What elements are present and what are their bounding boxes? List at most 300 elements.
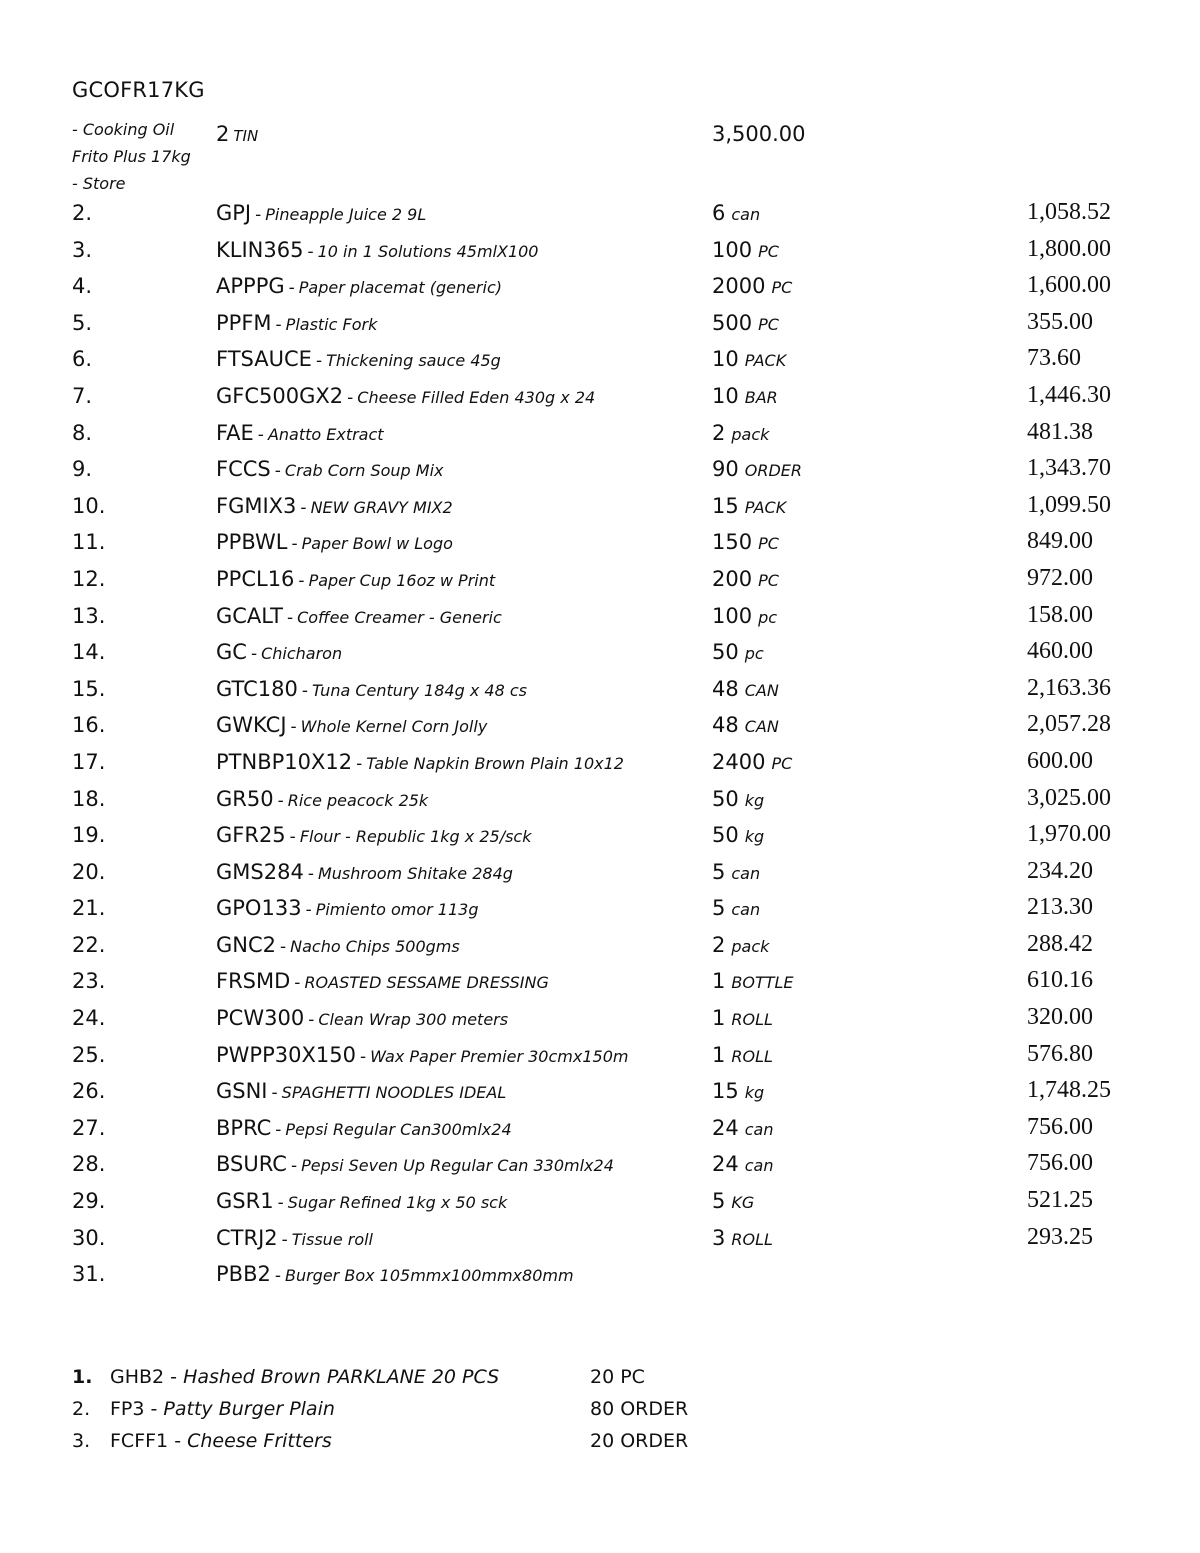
item-code-cell [216,347,501,371]
item-description: 10 in 1 Solutions 45mlX100 [317,241,539,261]
item-amount: 320.00 [1027,1004,1093,1031]
item-code: BPRC [216,1115,272,1140]
item-description: Whole Kernel Corn Jolly [300,717,488,737]
item-code: PPBWL [216,530,288,555]
item-code-cell [216,1226,373,1250]
item-number: 19. [72,823,106,848]
item-code-cell [216,311,377,335]
item-quantity-cell [712,713,779,737]
item-quantity: 50 [712,640,739,665]
list-item [72,818,1200,855]
list-item [72,782,1200,819]
item-amount: 158.00 [1027,601,1093,628]
item-quantity-cell [712,238,779,262]
list-item [72,196,1200,233]
item-number: 5. [72,310,93,335]
list-item [72,306,1200,343]
item-description: Nacho Chips 500gms [290,936,460,956]
sub-item-separator: - [144,1398,164,1420]
list-item [72,745,1200,782]
item-code: PBB2 [216,1262,271,1287]
sub-item-separator: - [164,1366,184,1388]
item-code-cell [216,530,453,554]
item-description: Chicharon [261,644,343,664]
header-item-code: GCOFR17KG [72,78,205,102]
item-description: Flour - Republic 1kg x 25/sck [299,827,532,847]
item-separator: - [281,1229,288,1250]
item-separator: - [275,1119,282,1140]
item-separator: - [347,387,354,408]
item-quantity: 2 [712,932,726,957]
sub-item-code-cell [110,1398,335,1420]
item-separator: - [294,973,301,994]
item-code: CTRJ2 [216,1225,278,1250]
item-quantity: 5 [712,859,726,884]
item-separator: - [274,1266,281,1287]
item-amount: 849.00 [1027,528,1093,555]
list-item [72,1111,1200,1148]
item-separator: - [288,278,295,299]
first-item-row [72,116,1200,196]
item-quantity: 6 [712,201,726,225]
first-item-desc-line: Frito Plus 17kg [72,147,191,166]
item-number: 15. [72,676,106,701]
item-quantity: 24 [712,1115,739,1140]
item-quantity-cell [712,457,802,481]
item-unit: can [744,1119,774,1139]
item-separator: - [286,607,294,628]
item-separator: - [274,461,281,482]
item-number: 3. [72,237,93,262]
item-code: GFR25 [216,823,286,848]
item-unit: PC [758,570,779,590]
item-separator: - [291,534,298,555]
item-separator: - [277,1193,284,1214]
item-quantity-cell [712,823,764,847]
first-item-qty-value: 2 [216,122,230,146]
item-amount: 1,343.70 [1027,455,1111,482]
sub-item-code: GHB2 [110,1366,165,1388]
item-amount: 521.25 [1027,1187,1093,1214]
item-code-cell [216,860,513,884]
item-description: Clean Wrap 300 meters [318,1010,509,1030]
item-quantity: 2000 [712,274,766,299]
item-unit: PC [758,241,779,261]
first-item-description [72,116,212,197]
item-number: 9. [72,457,93,482]
item-number: 24. [72,1006,106,1031]
item-amount: 1,748.25 [1027,1077,1111,1104]
item-description: Tissue roll [291,1229,373,1249]
first-item-unit: TIN [233,127,259,145]
item-amount: 1,058.52 [1027,199,1111,225]
item-description: Wax Paper Premier 30cmx150m [370,1046,629,1066]
list-item [72,928,1200,965]
item-description: Paper Cup 16oz w Print [308,570,496,590]
item-quantity-cell [712,1116,773,1140]
item-unit: can [744,1156,774,1176]
sub-list-item [72,1362,1200,1394]
item-number: 25. [72,1042,106,1067]
item-amount: 288.42 [1027,930,1093,957]
item-quantity: 15 [712,1079,739,1104]
list-item [72,708,1200,745]
item-list [72,196,1200,1294]
item-quantity-cell [712,1043,773,1067]
item-quantity-cell [712,384,778,408]
item-quantity-cell [712,640,764,664]
sub-item-separator: - [168,1430,188,1452]
list-item [72,1074,1200,1111]
item-code-cell [216,457,444,481]
item-unit: ORDER [744,461,802,481]
item-number: 26. [72,1079,106,1104]
item-quantity: 48 [712,713,739,738]
item-separator: - [277,790,284,811]
list-item [72,1001,1200,1038]
item-quantity: 150 [712,530,753,555]
item-unit: PACK [744,497,787,517]
item-separator: - [300,497,307,518]
item-quantity-cell [712,1006,773,1030]
item-separator: - [356,753,363,774]
item-separator: - [307,241,314,262]
item-quantity: 1 [712,969,726,994]
item-separator: - [250,644,258,665]
sub-item-quantity: 20 ORDER [590,1430,689,1452]
item-code-cell [216,1079,506,1103]
item-number: 2. [72,201,93,225]
list-item [72,855,1200,892]
item-quantity: 500 [712,310,753,335]
item-separator: - [307,863,314,884]
item-quantity-cell [712,969,794,993]
item-number: 20. [72,859,106,884]
item-quantity-cell [712,1262,718,1286]
item-quantity-cell [712,677,779,701]
item-description: Tuna Century 184g x 48 cs [312,680,527,700]
item-code: BSURC [216,1152,287,1177]
item-unit: PACK [744,351,787,371]
item-unit: kg [744,827,765,847]
item-code: GTC180 [216,676,298,701]
item-amount: 756.00 [1027,1150,1093,1177]
item-number: 18. [72,786,106,811]
item-amount: 2,057.28 [1027,711,1111,738]
item-unit: CAN [744,680,779,700]
item-number: 28. [72,1152,106,1177]
item-amount: 355.00 [1027,308,1093,335]
item-number: 4. [72,274,93,299]
item-quantity-cell [712,1226,773,1250]
list-item [72,964,1200,1001]
item-description: Mushroom Shitake 284g [317,863,513,883]
item-amount: 481.38 [1027,418,1093,445]
sub-item-description: Hashed Brown PARKLANE 20 PCS [183,1366,500,1388]
item-number: 21. [72,896,106,921]
item-quantity: 48 [712,676,739,701]
item-code-cell [216,201,426,225]
sub-item-code: FCFF1 [110,1430,169,1452]
sub-list-item [72,1426,1200,1458]
item-unit: pack [731,424,770,444]
item-quantity-cell [712,421,769,445]
item-code-cell [216,640,342,664]
sub-item-code: FP3 [110,1398,145,1420]
item-code: APPPG [216,274,285,299]
item-description: Pepsi Seven Up Regular Can 330mlx24 [301,1156,614,1176]
item-amount: 460.00 [1027,638,1093,665]
item-unit: CAN [744,717,779,737]
item-code: GPO133 [216,896,302,921]
item-quantity: 1 [712,1006,726,1031]
item-separator: - [255,205,262,225]
item-quantity-cell [712,347,786,371]
item-description: SPAGHETTI NOODLES IDEAL [281,1083,507,1103]
item-separator: - [275,314,282,335]
item-quantity: 2 [712,420,726,445]
item-number: 6. [72,347,93,372]
list-item [72,599,1200,636]
item-quantity: 24 [712,1152,739,1177]
list-item [72,635,1200,672]
list-item [72,269,1200,306]
item-amount: 576.80 [1027,1040,1093,1067]
item-description: Anatto Extract [267,424,384,444]
item-separator: - [280,936,287,957]
item-code: GPJ [216,201,252,225]
item-separator: - [305,900,312,921]
item-description: Plastic Fork [285,314,378,334]
item-separator: - [290,1156,298,1177]
item-quantity-cell [712,896,760,920]
item-unit: pc [744,644,764,664]
item-number: 27. [72,1115,106,1140]
item-code-cell [216,1262,574,1286]
item-separator: - [271,1083,278,1104]
item-amount: 73.60 [1027,345,1081,372]
item-quantity: 100 [712,603,753,628]
item-description: Pimiento omor 113g [315,900,479,920]
item-unit: BOTTLE [731,973,794,993]
item-number: 16. [72,713,106,738]
list-item [72,562,1200,599]
list-item [72,1147,1200,1184]
item-description: NEW GRAVY MIX2 [310,497,453,517]
item-quantity-cell [712,530,779,554]
item-code-cell [216,1189,507,1213]
sub-item-description: Cheese Fritters [187,1430,332,1452]
item-number: 23. [72,969,106,994]
item-code: PWPP30X150 [216,1042,356,1067]
item-code: GMS284 [216,859,304,884]
item-code-cell [216,494,453,518]
item-code: GSR1 [216,1189,274,1214]
item-quantity-cell [712,1189,754,1213]
item-quantity-cell [712,494,786,518]
item-code-cell [216,604,502,628]
item-amount: 213.30 [1027,894,1093,921]
item-number: 22. [72,932,106,957]
item-quantity-cell [712,274,792,298]
first-item-quantity [216,122,258,146]
item-quantity-cell [712,567,779,591]
item-number: 13. [72,603,106,628]
item-quantity-cell [712,860,760,884]
item-unit: can [731,205,761,224]
item-description: Coffee Creamer - Generic [297,607,502,627]
sub-item-number: 1. [72,1366,93,1388]
item-number: 11. [72,530,106,555]
item-quantity: 90 [712,457,739,482]
item-unit: ROLL [731,1046,773,1066]
item-description: Crab Corn Soup Mix [284,461,444,481]
item-amount: 1,446.30 [1027,381,1111,408]
item-code: GCALT [216,603,283,628]
item-code-cell [216,823,532,847]
item-quantity: 50 [712,786,739,811]
item-quantity: 1 [712,1042,726,1067]
item-code: GNC2 [216,932,277,957]
list-item [72,1184,1200,1221]
item-unit: ROLL [731,1229,773,1249]
first-item-amount: 3,500.00 [712,122,806,146]
item-code-cell [216,713,487,737]
item-description: Burger Box 105mmx100mmx80mm [284,1266,574,1286]
item-code: FRSMD [216,969,291,994]
item-quantity: 10 [712,347,739,372]
item-code: PPFM [216,310,272,335]
first-item-desc-line: - Store [72,174,126,193]
item-description: Table Napkin Brown Plain 10x12 [366,753,624,773]
item-quantity-cell [712,1152,773,1176]
item-code: FAE [216,420,254,445]
item-number: 10. [72,493,106,518]
item-code-cell [216,1116,512,1140]
item-code-cell [216,969,549,993]
list-item [72,1257,1200,1294]
item-amount: 3,025.00 [1027,784,1111,811]
item-description: Paper placemat (generic) [298,278,502,298]
item-code-cell [216,238,538,262]
item-description: Rice peacock 25k [287,790,429,810]
item-quantity: 3 [712,1225,726,1250]
item-unit: KG [731,1193,755,1213]
item-quantity: 2400 [712,749,766,774]
item-unit: pc [758,607,778,627]
item-code: GFC500GX2 [216,383,344,408]
item-number: 12. [72,566,106,591]
item-amount: 1,970.00 [1027,821,1111,848]
item-code-cell [216,421,384,445]
item-separator: - [308,1010,315,1031]
sub-item-quantity: 80 ORDER [590,1398,689,1420]
item-code: GR50 [216,786,274,811]
list-item [72,489,1200,526]
first-item-desc-line: - Cooking Oil [72,120,175,139]
list-item [72,342,1200,379]
item-quantity-cell [712,604,777,628]
item-quantity-cell [712,1079,764,1103]
list-item [72,525,1200,562]
item-amount: 610.16 [1027,967,1093,994]
sub-item-description: Patty Burger Plain [163,1398,335,1420]
item-description: Pepsi Regular Can300mlx24 [285,1119,512,1139]
item-quantity-cell [712,311,779,335]
item-code-cell [216,384,595,408]
item-unit: kg [744,1083,765,1103]
item-number: 30. [72,1225,106,1250]
item-code: FTSAUCE [216,347,312,372]
item-code-cell [216,1152,614,1176]
item-number: 14. [72,640,106,665]
sub-item-code-cell [110,1366,499,1388]
item-amount: 234.20 [1027,857,1093,884]
item-number: 31. [72,1262,106,1287]
item-unit: pack [731,936,770,956]
item-code-cell [216,933,460,957]
item-description: ROASTED SESSAME DRESSING [304,973,549,993]
item-amount: 600.00 [1027,747,1093,774]
item-description: Pineapple Juice 2 9L [265,205,427,224]
item-quantity-cell [712,750,792,774]
item-quantity-cell [712,201,760,225]
item-separator: - [298,570,305,591]
item-code: GWKCJ [216,713,287,738]
item-code: PCW300 [216,1006,305,1031]
item-code-cell [216,567,495,591]
item-code-cell [216,274,502,298]
item-description: Thickening sauce 45g [326,351,501,371]
item-code-cell [216,787,428,811]
list-item [72,416,1200,453]
item-number: 17. [72,749,106,774]
item-separator: - [359,1046,367,1067]
item-separator: - [290,717,297,738]
item-separator: - [301,680,309,701]
item-separator: - [315,351,323,372]
item-number: 8. [72,420,93,445]
list-item [72,233,1200,270]
item-unit: BAR [744,387,778,407]
item-amount: 293.25 [1027,1223,1093,1250]
item-unit: PC [771,278,793,298]
sub-item-list [72,1362,1200,1458]
item-code-cell [216,896,478,920]
item-code-cell [216,1006,508,1030]
item-code: FGMIX3 [216,493,297,518]
item-unit: can [731,900,761,920]
item-amount: 1,099.50 [1027,491,1111,518]
item-unit: PC [758,534,779,554]
list-item [72,452,1200,489]
item-code: GSNI [216,1079,268,1104]
sub-item-number: 3. [72,1430,91,1452]
item-code-cell [216,677,527,701]
item-amount: 1,800.00 [1027,235,1111,262]
item-code-cell [216,750,624,774]
item-description: Paper Bowl w Logo [301,534,453,554]
sub-item-quantity: 20 PC [590,1366,645,1388]
item-number: 29. [72,1189,106,1214]
item-quantity: 10 [712,383,739,408]
item-code: PPCL16 [216,566,295,591]
list-item [72,379,1200,416]
item-unit: kg [744,790,765,810]
item-unit: PC [758,314,779,334]
item-unit: ROLL [731,1010,773,1030]
item-amount: 2,163.36 [1027,674,1111,701]
